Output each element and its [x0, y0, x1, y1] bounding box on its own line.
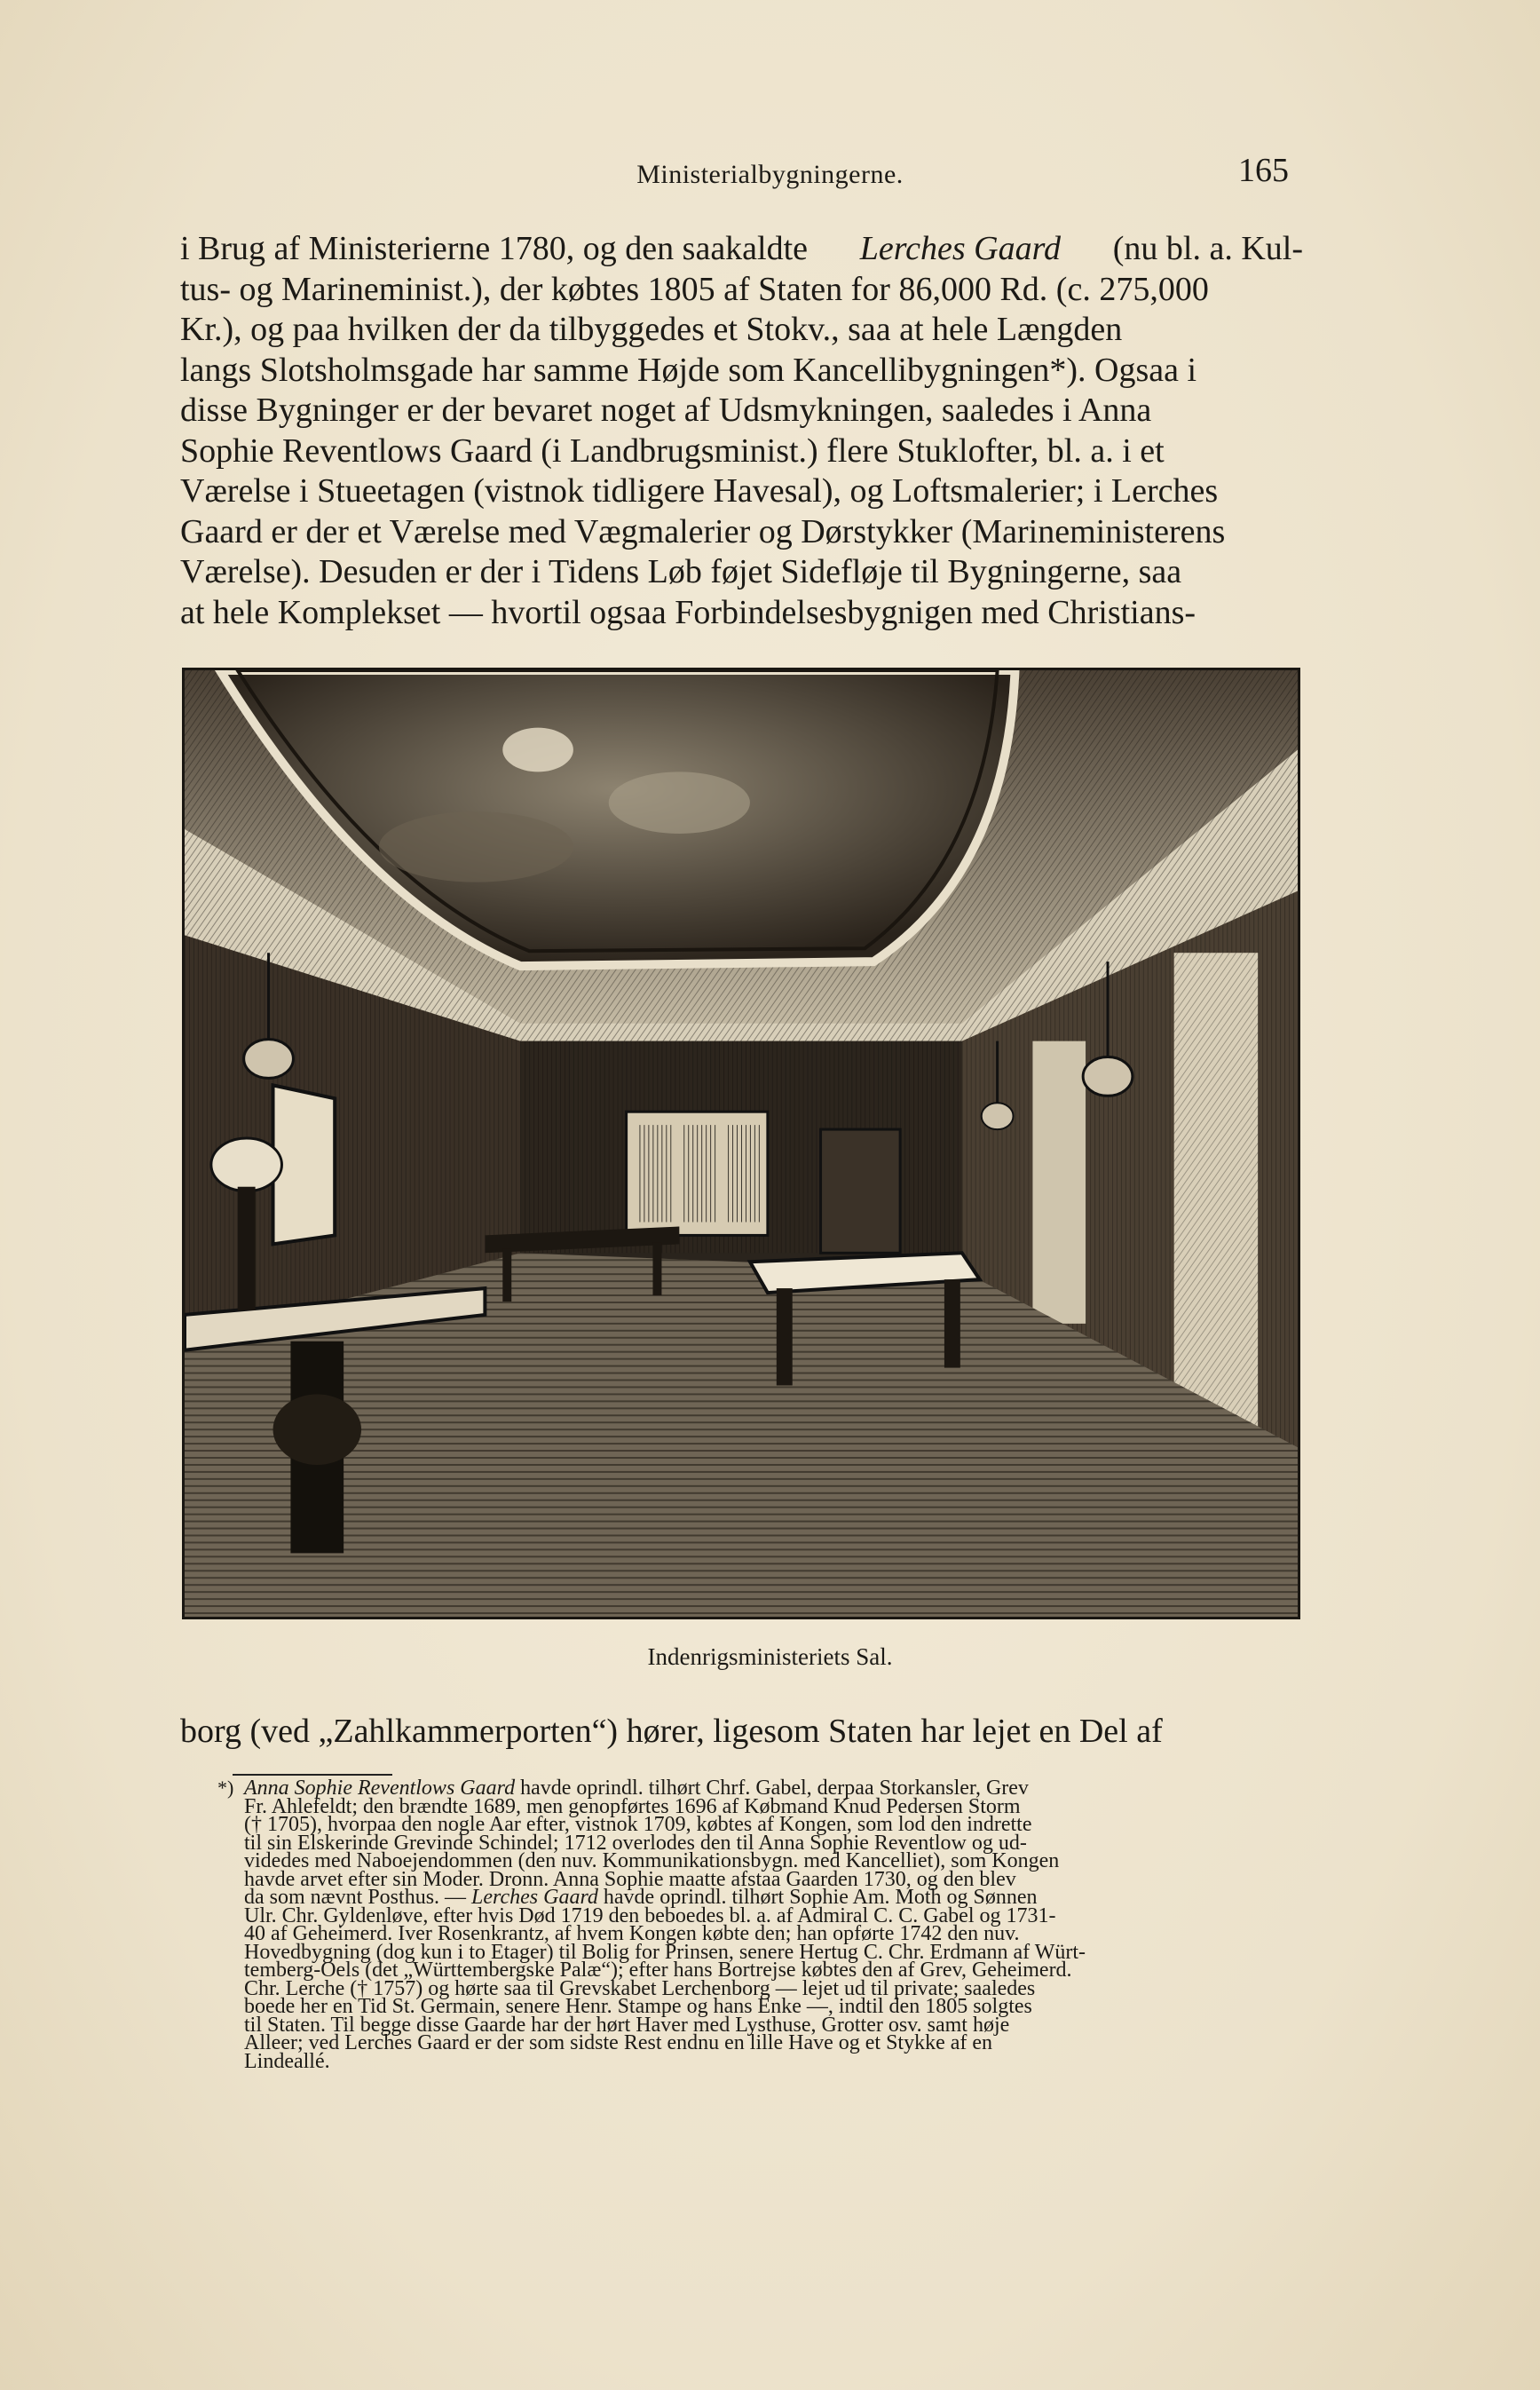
- footnote-line: boede her en Tid St. Germain, senere Henr. Stampe og hans Enke —, indtil den 1805 solgtes: [244, 1995, 1032, 2018]
- hall-engraving: [185, 670, 1298, 1617]
- footnote-line: Hovedbygning (dog kun i to Etager) til Bolig for Prinsen, senere Hertug C. Chr. Erdmann af Würt-: [244, 1940, 1086, 1964]
- body-line: at hele Komplekset — hvortil ogsaa Forbindelsesbygnigen med Christians-: [180, 593, 1196, 631]
- footnote: [217, 1777, 1307, 2073]
- footnote-line: da som nævnt Posthus. — Lerches Gaard havde oprindl. tilhørt Sophie Am. Moth og Sønnen: [244, 1886, 1038, 1909]
- footnote-line: havde arvet efter sin Moder. Dronn. Anna Sophie maatte afstaa Gaarden 1730, og den blev: [244, 1867, 1016, 1891]
- body-line: Kr.), og paa hvilken der da tilbyggedes et Stokv., saa at hele Længden: [180, 311, 1123, 348]
- footnote-marker: *): [217, 1777, 234, 1799]
- continuation-line: [180, 1712, 1303, 1751]
- footnote-line: 40 af Geheimerd. Iver Rosenkrantz, af hvem Kongen købte den; han opførte 1742 den nuv.: [244, 1922, 1020, 1945]
- page-number: 165: [1238, 152, 1289, 189]
- footnote-line: Alleer; ved Lerches Gaard er der som sidste Rest endnu en lille Have og et Stykke af en: [244, 2031, 993, 2054]
- body-line: Værelse i Stueetagen (vistnok tidligere Havesal), og Loftsmalerier; i Lerches: [180, 472, 1219, 510]
- body-line: langs Slotsholmsgade har samme Højde som Kancellibygningen*). Ogsaa i: [180, 351, 1197, 389]
- figure-caption: Indenrigsministeriets Sal.: [647, 1643, 893, 1670]
- footnote-line: Anna Sophie Reventlows Gaard havde oprindl. tilhørt Chrf. Gabel, derpaa Storkansler, Grev: [244, 1777, 1029, 1800]
- body-line: tus- og Marineminist.), der købtes 1805 af Staten for 86,000 Rd. (c. 275,000: [180, 270, 1209, 308]
- body-line: i Brug af Ministerierne 1780, og den saakaldte Lerches Gaard (nu bl. a. Kul-: [180, 230, 1303, 267]
- continuation-text: borg (ved „Zahlkammerporten“) hører, ligesom Staten har lejet en Del af: [180, 1713, 1163, 1750]
- footnote-line: til sin Elskerinde Grevinde Schindel; 1712 overlodes den til Anna Sophie Reventlow og ud-: [244, 1831, 1027, 1855]
- footnote-line: videdes med Naboejendommen (den nuv. Kommunikationsbygn. med Kancelliet), som Kongen: [244, 1849, 1060, 1872]
- footnote-line: Fr. Ahlefeldt; den brændte 1689, men genopførtes 1696 af Købmand Knud Pedersen Storm: [244, 1794, 1021, 1818]
- body-line: Værelse). Desuden er der i Tidens Løb føjet Sidefløje til Bygningerne, saa: [180, 553, 1182, 590]
- footnote-line: Lindeallé.: [244, 2049, 330, 2073]
- footnote-line: Ulr. Chr. Gyldenløve, efter hvis Død 1719 den beboedes bl. a. af Admiral C. C. Gabel og 1731-: [244, 1903, 1056, 1927]
- body-line: disse Bygninger er der bevaret noget af Udsmykningen, saaledes i Anna: [180, 392, 1152, 429]
- footnote-line: († 1705), hvorpaa den nogle Aar efter, vistnok 1709, købtes af Kongen, som lod den indrette: [244, 1813, 1032, 1836]
- engraving-hall-illustration: [182, 668, 1300, 1619]
- running-head: Ministerialbygningerne.: [636, 160, 904, 189]
- footnote-divider: [233, 1774, 392, 1776]
- footnote-line: til Staten. Til begge disse Gaarde har der hørt Haver med Lysthuse, Grotter osv. samt høje: [244, 2013, 1010, 2037]
- footnote-line: temberg-Oels (det „Württembergske Palæ“); efter hans Bortrejse købtes den af Grev, Geheimerd.: [244, 1959, 1072, 1982]
- body-line: Gaard er der et Værelse med Vægmalerier og Dørstykker (Marineministerens: [180, 512, 1226, 550]
- body-text: [180, 229, 1303, 633]
- footnote-line: Chr. Lerche († 1757) og hørte saa til Grevskabet Lerchenborg — lejet ud til private; saaledes: [244, 1976, 1036, 2000]
- body-line: Sophie Reventlows Gaard (i Landbrugsminist.) flere Stuklofter, bl. a. i et: [180, 431, 1165, 470]
